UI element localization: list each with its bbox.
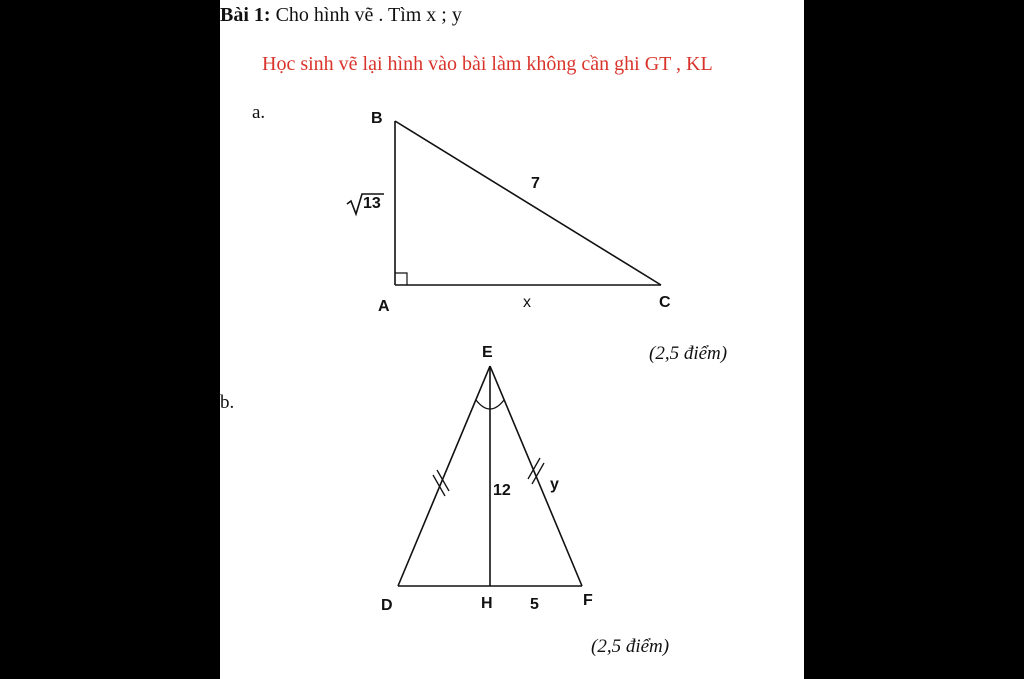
problem-heading: Bài 1: xyxy=(220,4,271,26)
height-eh-label: 12 xyxy=(493,482,511,499)
side-ed xyxy=(398,366,490,586)
part-a-score: (2,5 điểm) xyxy=(649,343,728,364)
right-triangle-abc xyxy=(395,121,661,285)
side-ef-label: y xyxy=(550,476,559,493)
vertex-h: H xyxy=(481,595,493,612)
side-ac-label: x xyxy=(523,294,531,311)
part-a-label: a. xyxy=(252,102,266,123)
geometry-figures xyxy=(220,0,804,679)
vertex-e: E xyxy=(482,344,493,361)
side-bc-label: 7 xyxy=(531,175,540,192)
side-ab-label: 13 xyxy=(363,195,381,212)
instruction-note: Học sinh vẽ lại hình vào bài làm không cần ghi GT , KL xyxy=(262,53,713,75)
vertex-f: F xyxy=(583,592,593,609)
part-b-score: (2,5 điểm) xyxy=(591,636,670,657)
vertex-b: B xyxy=(371,110,383,127)
vertex-a: A xyxy=(378,298,390,315)
vertex-d: D xyxy=(381,597,393,614)
part-b-label: b. xyxy=(220,392,235,413)
problem-instruction: Cho hình vẽ . Tìm x ; y xyxy=(275,4,462,26)
side-hf-label: 5 xyxy=(530,596,539,613)
worksheet-page xyxy=(220,0,804,679)
side-bc xyxy=(395,121,661,285)
right-angle-mark xyxy=(395,273,407,285)
vertex-c: C xyxy=(659,294,671,311)
